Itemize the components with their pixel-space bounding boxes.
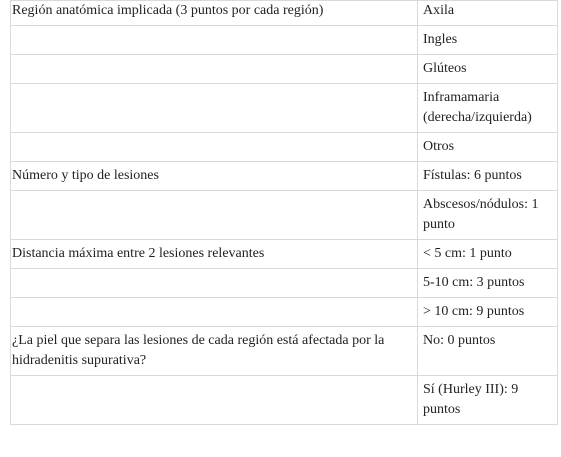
value-cell: < 5 cm: 1 punto [418, 240, 558, 269]
criterion-cell [11, 376, 418, 425]
table-row [11, 162, 558, 191]
criterion-cell [11, 191, 418, 240]
criterion-cell: Distancia máxima entre 2 lesiones relevantes [11, 240, 418, 269]
table-row [11, 376, 558, 425]
table-row [11, 26, 558, 55]
criterion-cell [11, 298, 418, 327]
criterion-cell: Número y tipo de lesiones [11, 162, 418, 191]
criterion-cell [11, 269, 418, 298]
criterion-cell [11, 84, 418, 133]
criterion-cell: ¿La piel que separa las lesiones de cada región está afectada por la hidradenitis supurativa? [11, 327, 418, 376]
value-cell: Glúteos [418, 55, 558, 84]
criterion-cell [11, 26, 418, 55]
table-row [11, 1, 558, 26]
table-row [11, 269, 558, 298]
table-row [11, 327, 558, 376]
scoring-table-body [11, 1, 558, 425]
table-row [11, 298, 558, 327]
criterion-cell [11, 55, 418, 84]
table-row [11, 55, 558, 84]
criterion-cell [11, 133, 418, 162]
table-row [11, 240, 558, 269]
value-cell: > 10 cm: 9 puntos [418, 298, 558, 327]
value-cell: Ingles [418, 26, 558, 55]
value-cell: Otros [418, 133, 558, 162]
value-cell: Abscesos/nódulos: 1 punto [418, 191, 558, 240]
scoring-table [10, 0, 558, 425]
value-cell: No: 0 puntos [418, 327, 558, 376]
value-cell: Sí (Hurley III): 9 puntos [418, 376, 558, 425]
value-cell: Fístulas: 6 puntos [418, 162, 558, 191]
table-row [11, 84, 558, 133]
value-cell: Axila [418, 1, 558, 26]
value-cell: 5-10 cm: 3 puntos [418, 269, 558, 298]
table-row [11, 191, 558, 240]
value-cell: Inframamaria (derecha/izquierda) [418, 84, 558, 133]
criterion-cell: Región anatómica implicada (3 puntos por cada región) [11, 1, 418, 26]
table-row [11, 133, 558, 162]
